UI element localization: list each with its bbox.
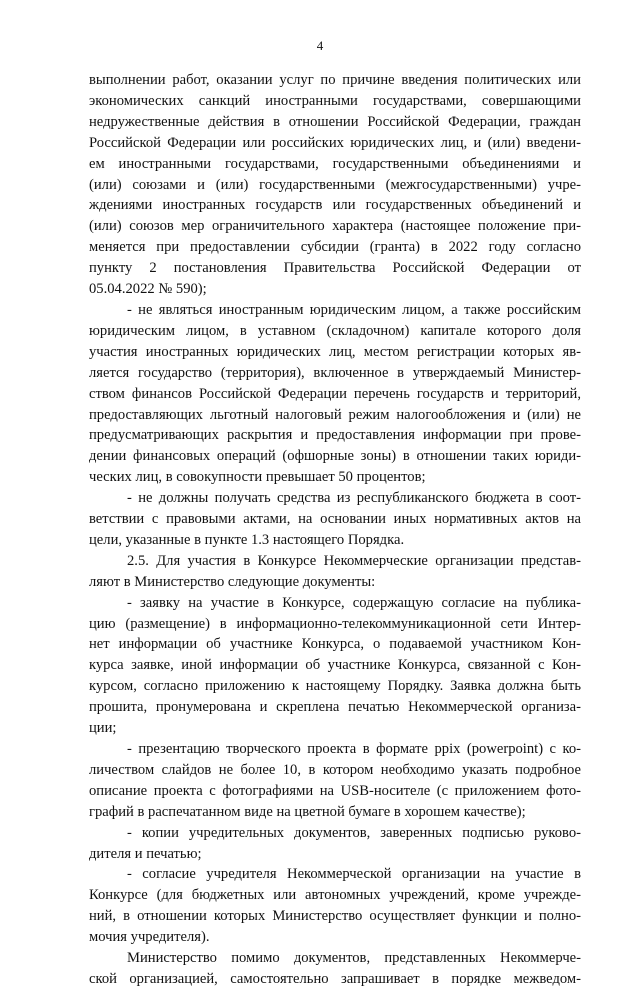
text-line: предусматривающих раскрытия и предоставления информации при прове- bbox=[89, 427, 581, 444]
text-line: - согласие учредителя Некоммерческой организации на участие в bbox=[127, 866, 581, 883]
text-line: мочия учредителя). bbox=[89, 929, 210, 946]
text-line: - презентацию творческого проекта в формате ppix (powerpoint) с ко- bbox=[127, 741, 581, 757]
text-line: ции; bbox=[89, 720, 117, 737]
text-line: описание проекта с фотографиями на USB-носителе (с приложением фото- bbox=[89, 782, 581, 799]
text-line: Конкурсе (для бюджетных или автономных учреждений, кроме учрежде- bbox=[89, 887, 581, 904]
text-line: ляют в Министерство следующие документы: bbox=[89, 573, 376, 590]
text-line: экономических санкций иностранными государствами, совершающими bbox=[89, 92, 581, 109]
text-line: нет информации об участнике Конкурса, о подаваемой участником Кон- bbox=[89, 636, 581, 653]
text-line: недружественные действия в отношении Российской Федерации, граждан bbox=[89, 113, 581, 130]
text-line: предоставляющих льготный налоговый режим налогообложения и (или) не bbox=[89, 406, 581, 423]
text-line: ческих лиц, в совокупности превышает 50 процентов; bbox=[89, 469, 426, 486]
text-line: ем иностранными государствами, государственными объединениями и bbox=[89, 155, 581, 172]
text-line: - не должны получать средства из республиканского бюджета в соот- bbox=[127, 490, 581, 507]
text-line: меняется при предоставлении субсидии (гранта) в 2022 году согласно bbox=[89, 239, 581, 256]
text-line: ляется государство (территория), включенное в утверждаемый Министер- bbox=[89, 364, 581, 381]
text-line: юридическим лицом, в уставном (складочном) капитале которого доля bbox=[89, 322, 581, 339]
text-line: цию (размещение) в информационно-телекоммуникационной сети Интер- bbox=[89, 615, 581, 632]
text-line: 05.04.2022 № 590); bbox=[89, 281, 207, 298]
text-line: участия иностранных юридических лиц, местом регистрации которых яв- bbox=[89, 343, 581, 360]
text-line: - копии учредительных документов, заверенных подписью руково- bbox=[127, 824, 581, 841]
text-line: Министерство помимо документов, представленных Некоммерче- bbox=[127, 950, 581, 967]
text-line: (или) союзов мер ограничительного характера (настоящее положение при- bbox=[89, 218, 581, 235]
body-text bbox=[89, 70, 581, 990]
text-line: - не являться иностранным юридическим лицом, а также российским bbox=[127, 301, 581, 318]
text-line: 2.5. Для участия в Конкурсе Некоммерческие организации представ- bbox=[127, 552, 581, 569]
page-number: 4 bbox=[316, 38, 324, 53]
text-line: прошита, пронумерована и скреплена печатью Некоммерческой организа- bbox=[89, 699, 581, 716]
text-line: графий в распечатанном виде на цветной бумаге в хорошем качестве); bbox=[89, 803, 526, 820]
text-line: ством финансов Российской Федерации перечень государств и территорий, bbox=[89, 385, 581, 402]
text-line: ской организацией, самостоятельно запрашивает в порядке межведом- bbox=[89, 970, 581, 987]
text-line: дителя и печатью; bbox=[89, 845, 202, 862]
text-line: курса заявке, иной информации об участнике Конкурса, связанной с Кон- bbox=[89, 657, 581, 674]
text-line: Российской Федерации или российских юридических лиц, и (или) введени- bbox=[89, 134, 581, 151]
text-line: ний, в отношении которых Министерство осуществляет функции и полно- bbox=[89, 908, 581, 925]
text-line: - заявку на участие в Конкурсе, содержащую согласие на публика- bbox=[127, 594, 581, 611]
text-line: пункту 2 постановления Правительства Российской Федерации от bbox=[89, 260, 581, 277]
text-line: выполнении работ, оказании услуг по причине введения политических или bbox=[89, 72, 581, 88]
text-line: (или) союзами и (или) государственными (межгосударственными) учре- bbox=[89, 176, 581, 193]
text-line: ветствии с правовыми актами, на основании иных нормативных актов на bbox=[89, 511, 581, 528]
text-line: курсом, согласно приложению к настоящему Порядку. Заявка должна быть bbox=[89, 678, 581, 695]
text-line: дении финансовых операций (офшорные зоны) в отношении таких юриди- bbox=[89, 448, 581, 465]
text-line: личеством слайдов не более 10, в котором необходимо указать подробное bbox=[89, 761, 581, 778]
text-line: цели, указанные в пункте 1.3 настоящего Порядка. bbox=[89, 531, 405, 548]
text-line: ждениями иностранных государств или государственных объединений и bbox=[89, 197, 581, 214]
